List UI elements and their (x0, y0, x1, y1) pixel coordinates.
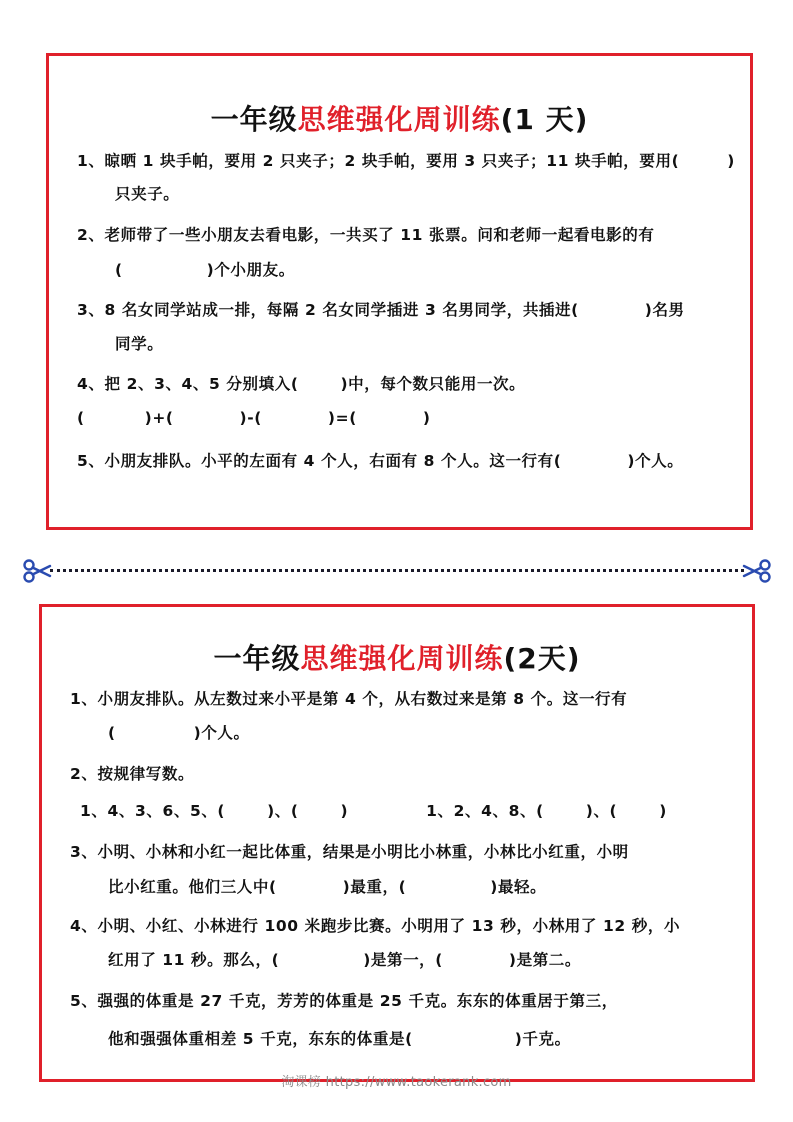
scissors-icon (22, 556, 52, 586)
question-3-line-1: 3、8 名女同学站成一排，每隔 2 名女同学插进 3 名男同学，共插进( )名男 (77, 301, 685, 319)
worksheet-day-1 (46, 53, 753, 530)
cut-line (50, 569, 744, 572)
title-grade: 一年级 (213, 642, 301, 675)
question-4-equation: ( )+( )-( )=( ) (77, 409, 431, 427)
scissors-icon (742, 556, 772, 586)
question-5-line-1: 5、强强的体重是 27 千克，芳芳的体重是 25 千克。东东的体重居于第三， (70, 992, 618, 1010)
question-5-line-2: 他和强强体重相差 5 千克，东东的体重是( )千克。 (108, 1030, 571, 1048)
title-topic: 思维强化周训练 (297, 103, 501, 136)
question-3-line-2: 同学。 (115, 335, 164, 353)
question-1-line-1: 1、小朋友排队。从左数过来小平是第 4 个，从右数过来是第 8 个。这一行有 (70, 690, 628, 708)
title-topic: 思维强化周训练 (300, 642, 504, 675)
worksheet-title-day-1 (49, 98, 750, 138)
title-day: (2天) (503, 642, 581, 675)
question-1-line-2: ( )个人。 (108, 724, 250, 742)
question-2-line-1: 2、老师带了一些小朋友去看电影，一共买了 11 张票。问和老师一起看电影的有 (77, 226, 655, 244)
worksheet-day-2 (39, 604, 755, 1082)
question-2-line-1: 2、按规律写数。 (70, 765, 195, 783)
title-grade: 一年级 (210, 103, 298, 136)
question-4-line-2: 红用了 11 秒。那么，( )是第一，( )是第二。 (108, 951, 582, 969)
title-day: (1 天) (500, 103, 589, 136)
question-4-line-1: 4、把 2、3、4、5 分别填入( )中，每个数只能用一次。 (77, 375, 526, 393)
question-2-line-2: ( )个小朋友。 (115, 261, 295, 279)
question-1-line-1: 1、晾晒 1 块手帕，要用 2 只夹子；2 块手帕，要用 3 只夹子；11 块手帕，要用( ) (77, 152, 735, 170)
question-3-line-2: 比小红重。他们三人中( )最重，( )最轻。 (108, 878, 547, 896)
worksheet-title-day-2 (42, 637, 752, 677)
question-4-line-1: 4、小明、小红、小林进行 100 米跑步比赛。小明用了 13 秒，小林用了 12 秒，小 (70, 917, 681, 935)
footer-watermark: 淘课榜 https://www.taokerank.com (281, 1075, 512, 1090)
question-1-line-2: 只夹子。 (115, 185, 180, 203)
question-5-line-1: 5、小朋友排队。小平的左面有 4 个人，右面有 8 个人。这一行有( )个人。 (77, 452, 684, 470)
question-2-sequences: 1、4、3、6、5、( )、( ) 1、2、4、8、( )、( ) (80, 802, 667, 820)
question-3-line-1: 3、小明、小林和小红一起比体重，结果是小明比小林重，小林比小红重，小明 (70, 843, 629, 861)
